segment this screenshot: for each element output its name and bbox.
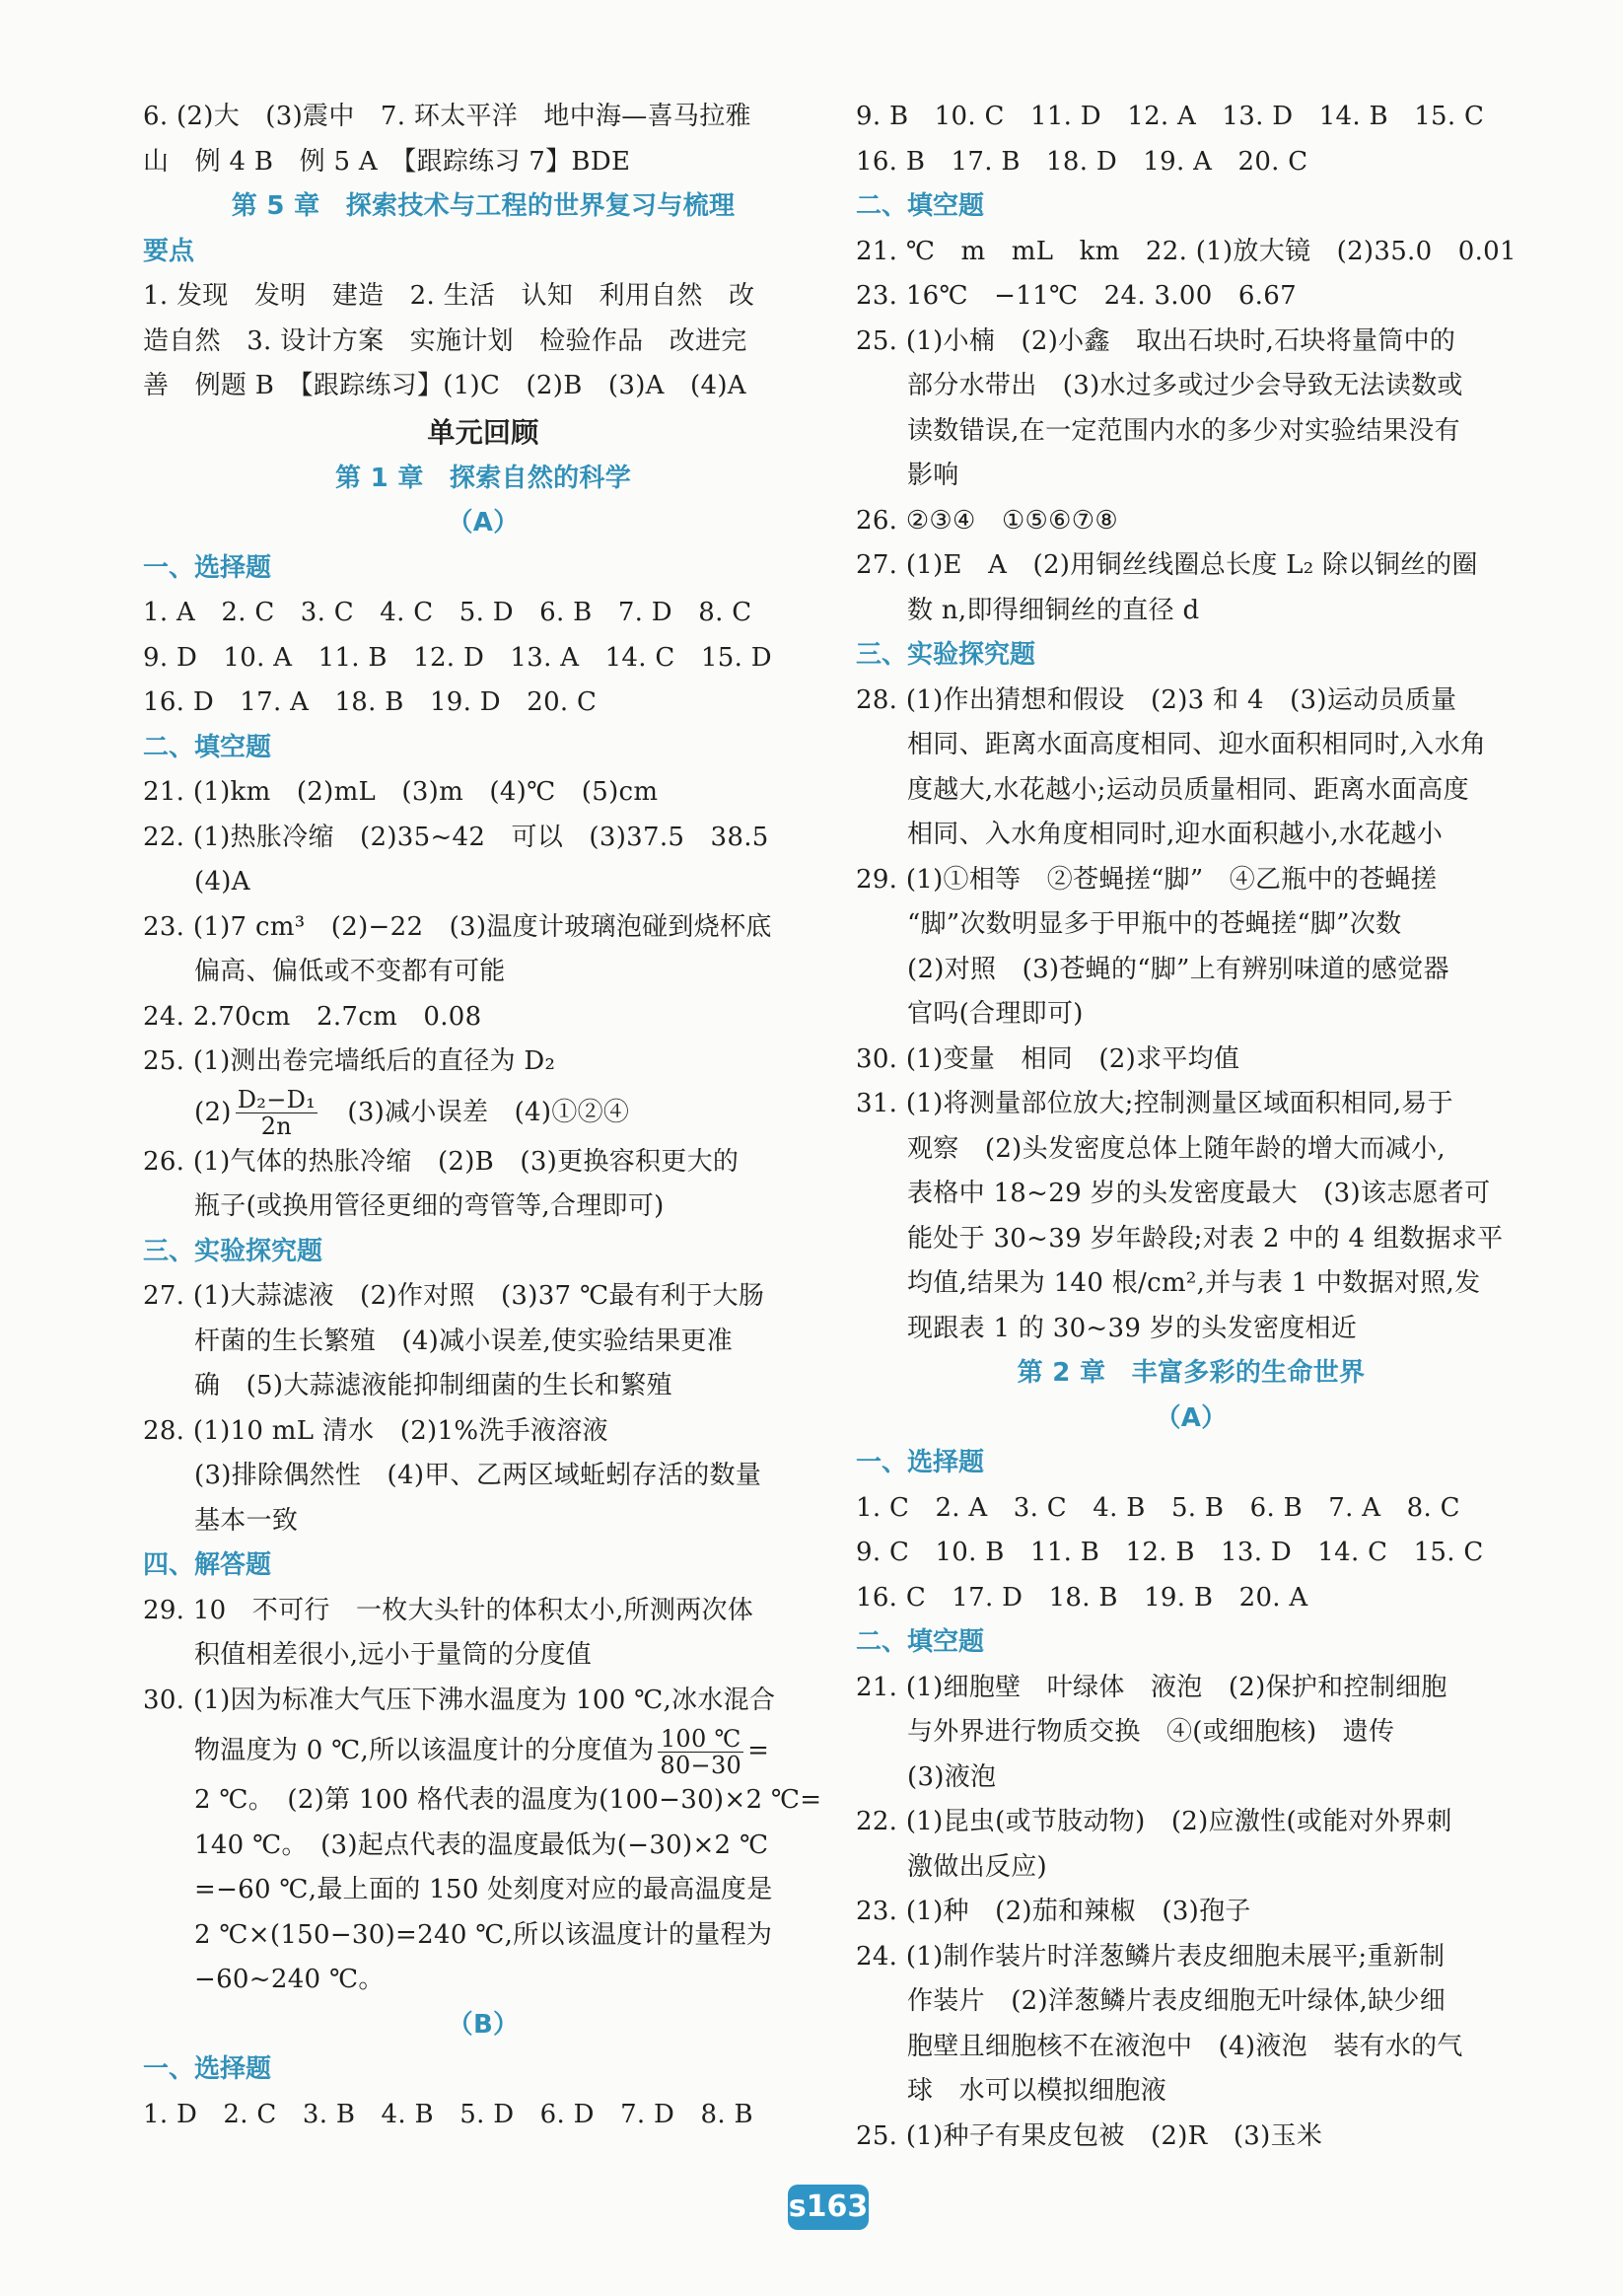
- text-line: 造自然 3. 设计方案 实施计划 检验作品 改进完: [143, 325, 747, 356]
- right-column: [856, 95, 1526, 2159]
- answer-line: 28. (1)作出猜想和假设 (2)3 和 4 (3)运动员质量: [856, 684, 1457, 715]
- key-points-label: 要点: [143, 236, 195, 266]
- answer-line: 22. (1)热胀冷缩 (2)35~42 可以 (3)37.5 38.5: [143, 822, 769, 852]
- answer-line: 27. (1)大蒜滤液 (2)作对照 (3)37 ℃最有利于大肠: [143, 1281, 765, 1311]
- answer-line: 与外界进行物质交换 ④(或细胞核) 遗传: [907, 1717, 1395, 1747]
- part-b-label: （B）: [447, 2009, 520, 2040]
- answer-line: 21. (1)km (2)mL (3)m (4)℃ (5)cm: [143, 777, 659, 807]
- answer-line: 21. ℃ m mL km 22. (1)放大镜 (2)35.0 0.01: [856, 236, 1517, 266]
- answer-line: 1. D 2. C 3. B 4. B 5. D 6. D 7. D 8. B: [143, 2099, 753, 2129]
- fraction-numerator: D₂−D₁: [237, 1086, 317, 1113]
- answer-line: 16. B 17. B 18. D 19. A 20. C: [856, 146, 1308, 177]
- chapter-5-title: 第 5 章 探索技术与工程的世界复习与梳理: [231, 191, 736, 221]
- text-line: 山 例 4 B 例 5 A 【跟踪练习 7】BDE: [143, 146, 631, 177]
- section-experiment: 三、实验探究题: [856, 640, 1036, 670]
- part-a-label: （A）: [447, 508, 520, 538]
- answer-line: 25. (1)种子有果皮包被 (2)R (3)玉米: [856, 2120, 1323, 2151]
- answer-line: 30. (1)变量 相同 (2)求平均值: [856, 1043, 1240, 1074]
- answer-line: 确 (5)大蒜滤液能抑制细菌的生长和繁殖: [194, 1371, 672, 1400]
- answer-line: 瓶子(或换用管径更细的弯管等,合理即可): [194, 1191, 665, 1221]
- answer-line: 基本一致: [194, 1505, 299, 1536]
- section-fill: 二、填空题: [856, 1627, 985, 1657]
- answer-line: (4)A: [194, 867, 250, 897]
- answer-line-fraction: [143, 1085, 823, 1140]
- page-number-badge: s163: [788, 2185, 869, 2230]
- fraction-suffix: =: [747, 1736, 770, 1765]
- fraction-denominator: 80−30: [660, 1751, 742, 1779]
- section-experiment: 三、实验探究题: [143, 1236, 323, 1266]
- answer-line-fraction: [143, 1723, 823, 1778]
- fraction: [236, 1087, 318, 1139]
- answer-line: 26. ②③④ ①⑤⑥⑦⑧: [856, 505, 1118, 536]
- unit-review-title: 单元回顾: [427, 415, 539, 449]
- answer-line: 29. (1)①相等 ②苍蝇搓“脚” ④乙瓶中的苍蝇搓: [856, 864, 1438, 895]
- answer-line: 均值,结果为 140 根/cm²,并与表 1 中数据对照,发: [907, 1268, 1481, 1298]
- text-line: 1. 发现 发明 建造 2. 生活 认知 利用自然 改: [143, 281, 755, 311]
- answer-line: “脚”次数明显多于甲瓶中的苍蝇搓“脚”次数: [907, 909, 1402, 939]
- answer-line: 28. (1)10 mL 清水 (2)1%洗手液溶液: [143, 1415, 608, 1446]
- section-choice: 一、选择题: [856, 1448, 985, 1477]
- answer-line: =−60 ℃,最上面的 150 处刻度对应的最高温度是: [194, 1875, 773, 1904]
- answer-line: 度越大,水花越小;运动员质量相同、距离水面高度: [907, 774, 1469, 805]
- answer-line: 数 n,即得细铜丝的直径 d: [907, 595, 1200, 625]
- answer-line: 31. (1)将测量部位放大;控制测量区域面积相同,易于: [856, 1089, 1453, 1118]
- fraction: [658, 1726, 743, 1778]
- answer-line: 9. D 10. A 11. B 12. D 13. A 14. C 15. D: [143, 642, 772, 673]
- left-column: [143, 95, 823, 2137]
- chapter-2-title: 第 2 章 丰富多彩的生命世界: [1017, 1358, 1366, 1388]
- section-answer: 四、解答题: [143, 1550, 272, 1580]
- answer-line: (3)排除偶然性 (4)甲、乙两区域蚯蚓存活的数量: [194, 1461, 762, 1490]
- answer-line: 现跟表 1 的 30~39 岁的头发密度相近: [907, 1313, 1358, 1343]
- chapter-1-title: 第 1 章 探索自然的科学: [334, 463, 632, 493]
- fraction-numerator: 100 ℃: [658, 1726, 743, 1753]
- part-a-label: （A）: [1155, 1402, 1228, 1433]
- answer-line: 24. (1)制作装片时洋葱鳞片表皮细胞未展平;重新制: [856, 1941, 1446, 1972]
- text-line: 6. (2)大 (3)震中 7. 环太平洋 地中海—喜马拉雅: [143, 102, 751, 131]
- answer-line: 激做出反应): [907, 1851, 1047, 1882]
- answer-line: 22. (1)昆虫(或节肢动物) (2)应激性(或能对外界刺: [856, 1807, 1452, 1836]
- answer-line: 相同、入水角度相同时,迎水面积越小,水花越小: [907, 820, 1444, 849]
- answer-line: 杆菌的生长繁殖 (4)减小误差,使实验结果更准: [194, 1326, 733, 1356]
- answer-line: 9. B 10. C 11. D 12. A 13. D 14. B 15. C: [856, 102, 1485, 131]
- answer-line: 24. 2.70cm 2.7cm 0.08: [143, 1001, 482, 1032]
- answer-line: 140 ℃。 (3)起点代表的温度最低为(−30)×2 ℃: [194, 1830, 769, 1860]
- answer-line: 9. C 10. B 11. B 12. B 13. D 14. C 15. C: [856, 1538, 1484, 1567]
- answer-line: 观察 (2)头发密度总体上随年龄的增大而减小,: [907, 1133, 1446, 1164]
- answer-line: 胞壁且细胞核不在液泡中 (4)液泡 装有水的气: [907, 2031, 1463, 2061]
- answer-line: 部分水带出 (3)水过多或过少会导致无法读数或: [907, 371, 1463, 400]
- fraction-denominator: 2n: [260, 1112, 293, 1140]
- answer-line: 2 ℃。 (2)第 100 格代表的温度为(100−30)×2 ℃=: [194, 1785, 822, 1815]
- answer-line: (2)对照 (3)苍蝇的“脚”上有辨别味道的感觉器: [907, 954, 1449, 984]
- answer-line: 27. (1)E A (2)用铜丝线圈总长度 L₂ 除以铜丝的圈: [856, 550, 1478, 580]
- text-line: 善 例题 B 【跟踪练习】(1)C (2)B (3)A (4)A: [143, 371, 746, 400]
- answer-line: 偏高、偏低或不变都有可能: [194, 957, 506, 986]
- answer-line: 21. (1)细胞壁 叶绿体 液泡 (2)保护和控制细胞: [856, 1672, 1447, 1702]
- answer-line: 1. C 2. A 3. C 4. B 5. B 6. B 7. A 8. C: [856, 1492, 1460, 1523]
- answer-line: 29. 10 不可行 一枚大头针的体积太小,所测两次体: [143, 1595, 754, 1625]
- answer-line: 能处于 30~39 岁年龄段;对表 2 中的 4 组数据求平: [907, 1223, 1504, 1254]
- answer-line: 16. C 17. D 18. B 19. B 20. A: [856, 1582, 1308, 1613]
- fraction-prefix: (2): [194, 1097, 232, 1127]
- answer-line: 23. 16℃ −11℃ 24. 3.00 6.67: [856, 281, 1297, 311]
- answer-line: 23. (1)种 (2)茄和辣椒 (3)孢子: [856, 1897, 1251, 1926]
- answer-line: 26. (1)气体的热胀冷缩 (2)B (3)更换容积更大的: [143, 1146, 740, 1177]
- answer-line: 影响: [907, 461, 959, 490]
- answer-line: (3)液泡: [907, 1761, 997, 1792]
- answer-line: 官吗(合理即可): [907, 999, 1084, 1029]
- answer-line: 25. (1)测出卷完墙纸后的直径为 D₂: [143, 1046, 556, 1076]
- answer-line: 读数错误,在一定范围内水的多少对实验结果没有: [907, 415, 1460, 446]
- answer-line: 球 水可以模拟细胞液: [907, 2076, 1167, 2106]
- answer-line: 25. (1)小楠 (2)小鑫 取出石块时,石块将量筒中的: [856, 325, 1456, 356]
- fraction-prefix: 物温度为 0 ℃,所以该温度计的分度值为: [194, 1736, 655, 1765]
- section-choice-b: 一、选择题: [143, 2054, 272, 2084]
- answer-line: 作装片 (2)洋葱鳞片表皮细胞无叶绿体,缺少细: [907, 1986, 1446, 2016]
- section-fill: 二、填空题: [143, 732, 272, 762]
- answer-line: 相同、距离水面高度相同、迎水面积相同时,入水角: [907, 730, 1487, 759]
- section-choice: 一、选择题: [143, 552, 272, 583]
- answer-line: 16. D 17. A 18. B 19. D 20. C: [143, 687, 598, 717]
- answer-line: 积值相差很小,远小于量筒的分度值: [194, 1640, 593, 1670]
- answer-line: 30. (1)因为标准大气压下沸水温度为 100 ℃,冰水混合: [143, 1685, 776, 1715]
- answer-line: −60~240 ℃。: [194, 1965, 385, 1994]
- answer-line: 1. A 2. C 3. C 4. C 5. D 6. B 7. D 8. C: [143, 598, 752, 627]
- answer-line: 表格中 18~29 岁的头发密度最大 (3)该志愿者可: [907, 1179, 1491, 1208]
- answer-line: 2 ℃×(150−30)=240 ℃,所以该温度计的量程为: [194, 1919, 773, 1950]
- fraction-suffix: (3)减小误差 (4)①②④: [321, 1097, 630, 1127]
- section-fill: 二、填空题: [856, 191, 985, 221]
- answer-line: 23. (1)7 cm³ (2)−22 (3)温度计玻璃泡碰到烧杯底: [143, 911, 772, 942]
